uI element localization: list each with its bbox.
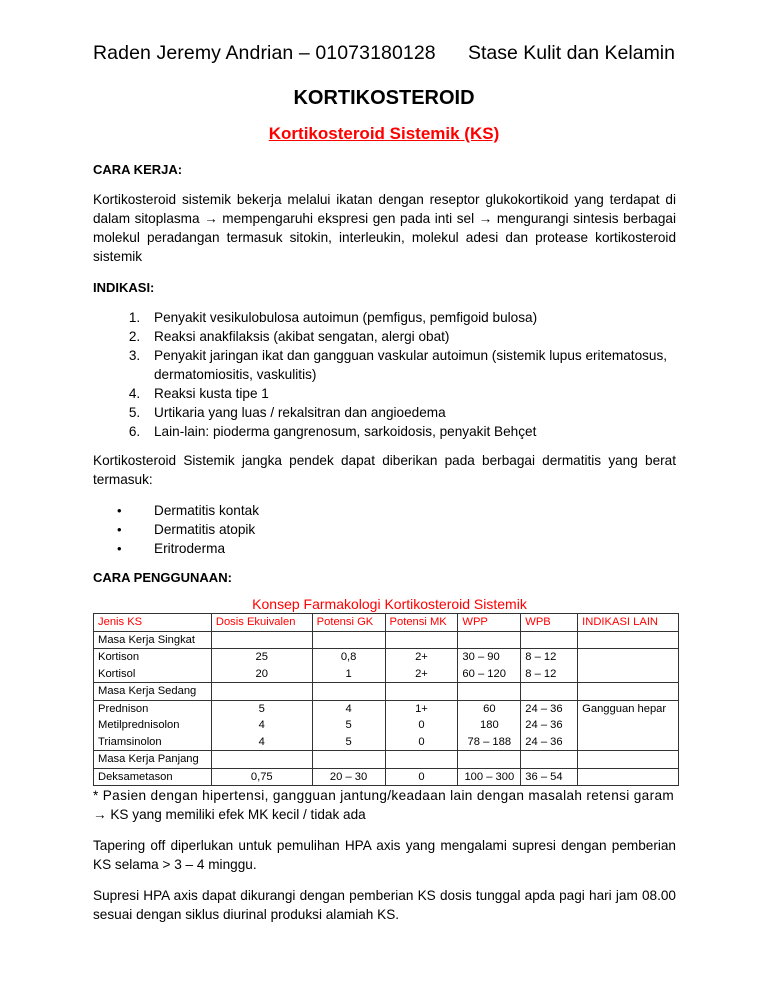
list-item: • Dermatitis kontak [117,503,260,518]
table-row: Kortisol 20 1 2+ 60 – 120 8 – 12 [94,666,679,683]
table-row: Triamsinolon 4 5 0 78 – 188 24 – 36 [94,734,679,751]
cara-kerja-text: Kortikosteroid sistemik bekerja melalui ikatan dengan reseptor glukokortikoid yang terdapat di dalam sitoplasma → mempengaruhi ekspresi gen pada inti sel → mengurangi sintesis berbagai molekul peradangan termasuk sitokin, interleukin, molekul adesi dan protease kortikosteroid sistemik [93,192,676,264]
table-row: Kortison 25 0,8 2+ 30 – 90 8 – 12 [94,649,679,666]
document-subtitle: Kortikosteroid Sistemik (KS) [268,124,500,143]
col-header-indikasi-lain: INDIKASI LAIN [578,614,679,632]
list-item: 4. Reaksi kusta tipe 1 [144,384,676,403]
table-header-row [94,614,679,632]
col-header-potensi-mk: Potensi MK [385,614,458,632]
page-header-left: Raden Jeremy Andrian – 01073180128 [93,42,436,64]
list-item: • Eritroderma [117,541,226,556]
note-retensi-garam: * Pasien dengan hipertensi, gangguan jantung/keadaan lain dengan masalah retensi garam → KS yang memiliki efek MK kecil / tidak ada [93,788,675,822]
table-row: Metilprednisolon 4 5 0 180 24 – 36 [94,717,679,734]
supresi-text: Supresi HPA axis dapat dikurangi dengan pemberian KS dosis tunggal apda pagi hari jam 08.00 sesuai dengan siklus diurinal produksi alamiah KS. [93,888,676,922]
document-body [93,160,676,936]
list-item: 3. Penyakit jaringan ikat dan gangguan vaskular autoimun (sistemik lupus eritematosus, dermatomiositis, vaskulitis) [144,346,676,384]
list-item: • Dermatitis atopik [117,522,256,537]
list-item: 2. Reaksi anakfilaksis (akibat sengatan, alergi obat) [144,327,676,346]
col-header-wpb: WPB [521,614,578,632]
bullet-icon: • [117,541,122,556]
document-title: KORTIKOSTEROID [293,87,475,109]
table-row: Prednison 5 4 1+ 60 24 – 36 Gangguan hepar [94,700,679,717]
list-item: 5. Urtikaria yang luas / rekalsitran dan angioedema [144,403,676,422]
cara-kerja-heading: CARA KERJA: [93,162,183,177]
table-caption: Konsep Farmakologi Kortikosteroid Sistemik [252,596,527,612]
col-header-wpp: WPP [458,614,521,632]
dermatitis-list [93,501,676,558]
indikasi-heading: INDIKASI: [93,280,155,295]
list-item: 6. Lain-lain: pioderma gangrenosum, sarkoidosis, penyakit Behçet [144,422,676,441]
col-header-potensi-gk: Potensi GK [312,614,385,632]
col-header-dosis: Dosis Ekuivalen [211,614,312,632]
table-group-row: Masa Kerja Panjang [94,751,679,769]
col-header-jenis: Jenis KS [94,614,212,632]
pharmacology-table [93,613,679,786]
table-group-row: Masa Kerja Singkat [94,631,679,649]
table-row: Deksametason 0,75 20 – 30 0 100 – 300 36 – 54 [94,768,679,786]
indikasi-list [93,308,676,441]
page-header-right: Stase Kulit dan Kelamin [467,42,675,64]
tapering-text: Tapering off diperlukan untuk pemulihan HPA axis yang mengalami supresi dengan pemberian KS selama > 3 – 4 minggu. [93,838,676,872]
bullet-icon: • [117,522,122,537]
cara-penggunaan-heading: CARA PENGGUNAAN: [93,570,232,585]
jangka-pendek-text: Kortikosteroid Sistemik jangka pendek dapat diberikan pada berbagai dermatitis yang berat termasuk: [93,453,676,487]
bullet-icon: • [117,503,122,518]
list-item: 1. Penyakit vesikulobulosa autoimun (pemfigus, pemfigoid bulosa) [144,308,676,327]
table-group-row: Masa Kerja Sedang [94,683,679,701]
